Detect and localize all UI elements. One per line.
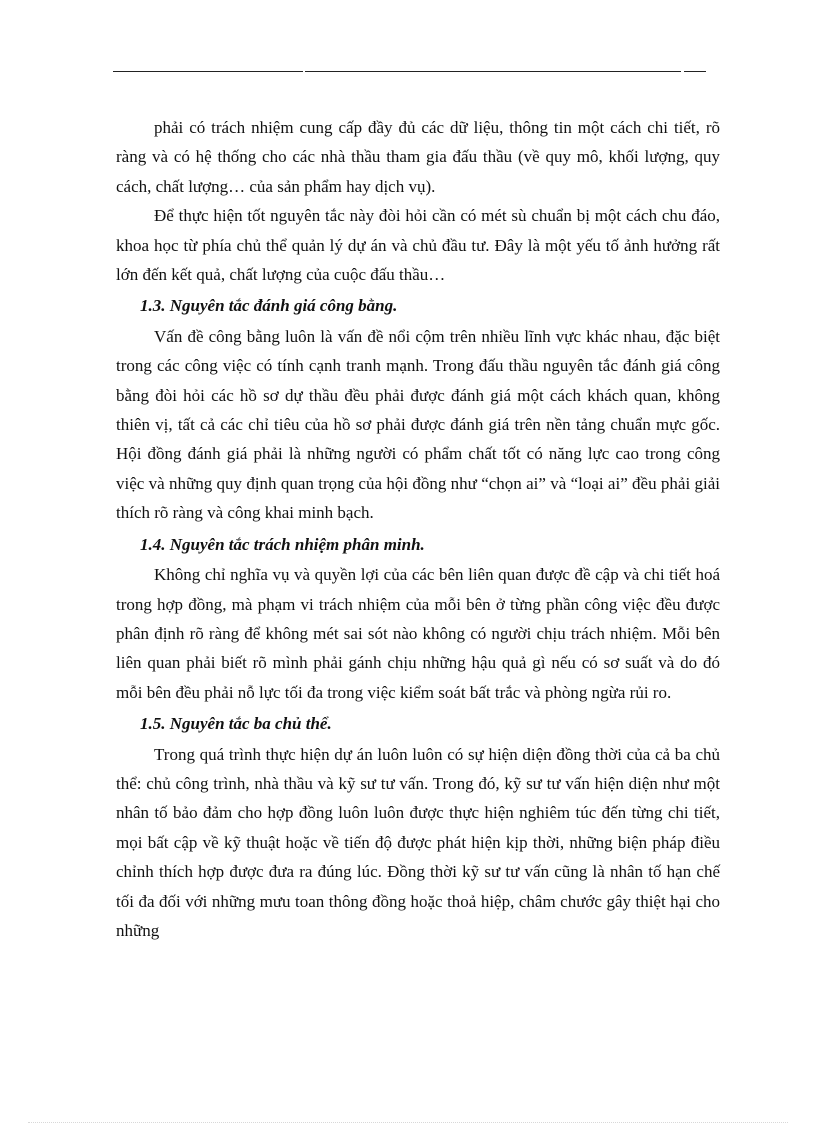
section-heading-1-4: 1.4. Nguyên tắc trách nhiệm phân minh. [140, 534, 425, 554]
paragraph-4: Không chỉ nghĩa vụ và quyền lợi của các bên liên quan được đề cập và chi tiết hoá trong hợp đồng, mà phạm vi trách nhiệm của mỗi bên ở từng phần công việc đều được phân định rõ ràng để không mét sai sót nào không có người chịu trách nhiệm. Mỗi bên liên quan phải biết rõ mình phải gánh chịu những hậu quả gì nếu có sơ suất và do đó mỗi bên đều phải nỗ lực tối đa trong việc kiểm soát bất trắc và phòng ngừa rủi ro. [116, 565, 720, 702]
header-rule-left [113, 71, 303, 72]
document-body [116, 113, 720, 945]
section-heading-1-3: 1.3. Nguyên tắc đánh giá công bằng. [140, 296, 398, 316]
paragraph-3: Vấn đề công bằng luôn là vấn đề nổi cộm trên nhiều lĩnh vực khác nhau, đặc biệt trong các công việc có tính cạnh tranh mạnh. Trong đấu thầu nguyên tắc đánh giá công bằng đòi hỏi các hồ sơ dự thầu đều phải được đánh giá một cách khách quan, không thiên vị, tất cả các chỉ tiêu của hồ sơ phải được đánh giá trên nền tảng chuẩn mực gốc. Hội đồng đánh giá phải là những người có phẩm chất tốt có năng lực cao trong công việc và những quy định quan trọng của hội đồng như “chọn ai” và “loại ai” đều phải giải thích rõ ràng và công khai minh bạch. [116, 326, 720, 523]
header-rule-right [684, 71, 706, 72]
paragraph-5: Trong quá trình thực hiện dự án luôn luôn có sự hiện diện đồng thời của cả ba chủ thể: chủ công trình, nhà thầu và kỹ sư tư vấn. Trong đó, kỹ sư tư vấn hiện diện như một nhân tố bảo đảm cho hợp đồng luôn luôn được thực hiện nghiêm túc đến từng chi tiết, mọi bất cập về kỹ thuật hoặc về tiến độ được phát hiện kịp thời, những biện pháp điều chỉnh thích hợp được đưa ra đúng lúc. Đồng thời kỹ sư tư vấn cũng là nhân tố hạn chế tối đa đối với những mưu toan thông đồng hoặc thoả hiệp, châm chước gây thiệt hại cho những [116, 744, 720, 940]
paragraph-1: phải có trách nhiệm cung cấp đầy đủ các dữ liệu, thông tin một cách chi tiết, rõ ràng và có hệ thống cho các nhà thầu tham gia đấu thầu (về quy mô, khối lượng, quy cách, chất lượng… của sản phẩm hay dịch vụ). [116, 118, 720, 196]
section-heading-1-5: 1.5. Nguyên tắc ba chủ thể. [140, 714, 332, 734]
paragraph-2: Để thực hiện tốt nguyên tắc này đòi hỏi cần có mét sù chuẩn bị một cách chu đáo, khoa học từ phía chủ thể quản lý dự án và chủ đầu tư. Đây là một yếu tố ảnh hưởng rất lớn đến kết quả, chất lượng của cuộc đấu thầu… [116, 206, 720, 285]
header-rule-center [305, 71, 681, 72]
